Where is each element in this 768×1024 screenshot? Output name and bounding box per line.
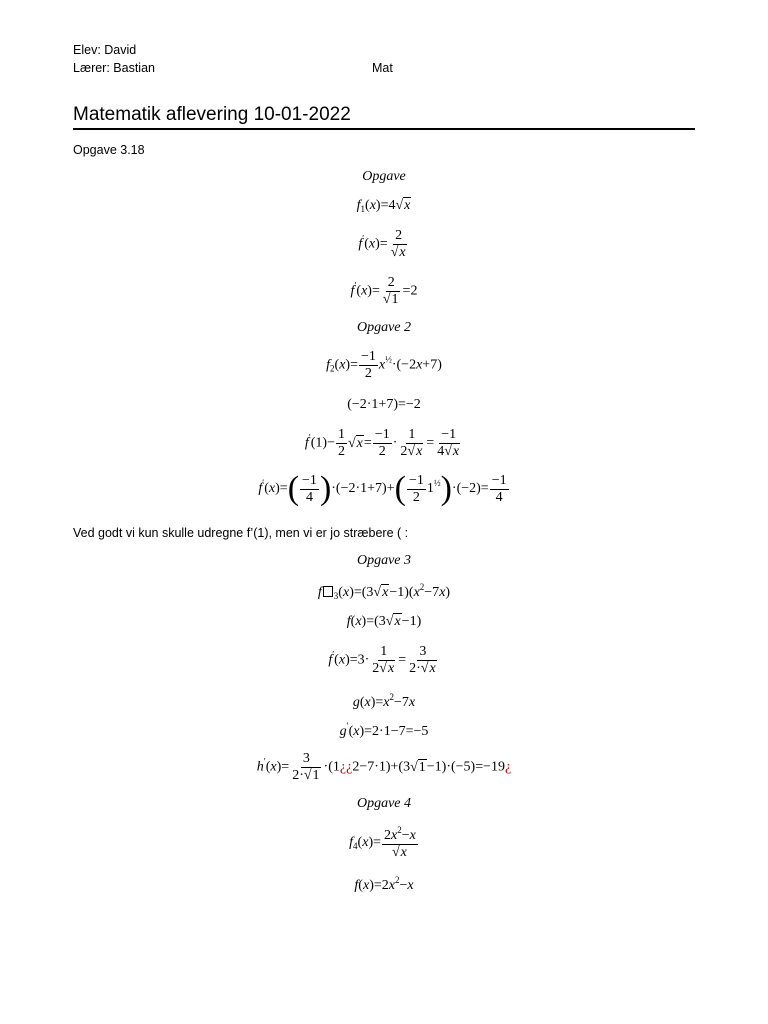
subject-label: Mat bbox=[372, 61, 393, 75]
equation: (−2·1+7)=−2 bbox=[347, 397, 421, 412]
teacher-line: Lærer: Bastian bbox=[73, 61, 155, 75]
section-heading-2: Opgave 2 bbox=[356, 320, 412, 335]
equation: f′(x)= $\frac{2}{√x}$ bbox=[358, 228, 406, 260]
equation: $f_2(x)=$ $\frac{-1}{2}$ $x^{\frac{1}{2}}\cdot(-2x+7)$ bbox=[326, 349, 442, 381]
assignment-label: Opgave 3.18 bbox=[73, 143, 145, 157]
equation: f′(x)=( $\frac{-1}{4}$ )·(−2·1+7)+( $\frac{-1}{2}$ $1^{\frac{1}{2}})\cdot(-2)=$ $\frac{-1}{4}$ bbox=[258, 470, 507, 507]
student-line: Elev: David bbox=[73, 43, 137, 57]
section-heading-3: Opgave 3 bbox=[356, 553, 412, 568]
equation: $f_4(x)=$ $\frac{2x^2-x}{√x}$ bbox=[349, 825, 416, 860]
equation: $f_1(x)=4√x$ bbox=[356, 198, 411, 214]
equation: f′(1)− $\frac{1}{2}$ √x= $\frac{-1}{2}$ · $\frac{1}{2√x}$ = $\frac{-1}{4√x}$ bbox=[304, 427, 460, 459]
equation: f $_3(x)=(3√x-1)(x^2-7x)$ bbox=[317, 582, 451, 601]
equation: h′(x)= $\frac{3}{2\cdot√1}$ ·(1¿¿2−7·1)+(3√1−1)·(−5)=−19¿ bbox=[256, 751, 512, 783]
equation: f′(x)= $\frac{2}{√1}$ =2 bbox=[350, 275, 418, 307]
section-heading-1: Opgave bbox=[362, 169, 406, 184]
equation: f(x)=(3√x−1) bbox=[346, 614, 422, 629]
title-rule bbox=[73, 128, 695, 130]
equation: f′(x)=3· $\frac{1}{2√x}$ = $\frac{3}{2\cdot√x}$ bbox=[328, 644, 436, 676]
document-title: Matematik aflevering 10-01-2022 bbox=[73, 104, 351, 125]
note-text: Ved godt vi kun skulle udregne f’(1), men vi er jo stræbere ( : bbox=[73, 526, 409, 540]
equation: g′(x)=2·1−7=−5 bbox=[339, 721, 429, 739]
equation: $f(x)=2x^2-x$ bbox=[354, 875, 414, 893]
equation: $g(x)=x^2-7x$ bbox=[352, 692, 416, 710]
section-heading-4: Opgave 4 bbox=[356, 796, 412, 811]
